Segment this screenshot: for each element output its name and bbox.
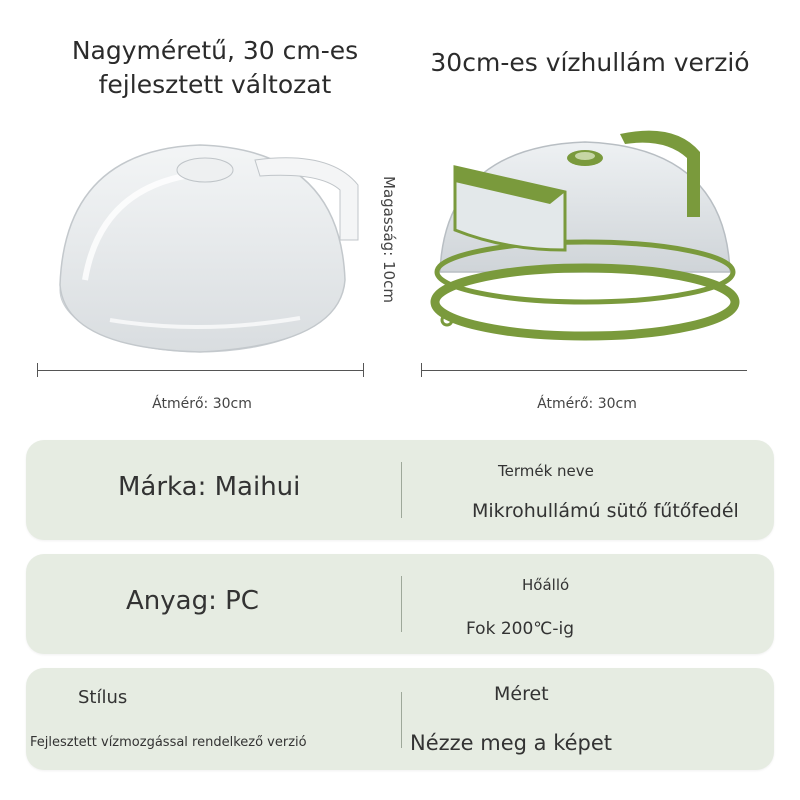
left-diameter-tick-start (37, 363, 38, 377)
style-label: Stílus (78, 687, 128, 708)
spec-card-style (26, 668, 774, 770)
clear-cover-image (40, 130, 370, 360)
size-value: Nézze meg a képet (410, 731, 613, 755)
left-diameter-label: Átmérő: 30cm (152, 396, 252, 412)
spec-divider-1 (401, 462, 402, 518)
material-text: Anyag: PC (126, 586, 259, 616)
green-cover-image (425, 122, 745, 347)
height-label: Magasság: 10cm (380, 176, 398, 303)
right-diameter-tick-start (421, 363, 422, 377)
style-value: Fejlesztett vízmozgással rendelkező verzió (30, 735, 307, 750)
left-product-title (20, 34, 410, 102)
left-diameter-tick-end (363, 363, 364, 377)
heat-label: Hőálló (522, 576, 570, 594)
product-name-value: Mikrohullámú sütő fűtőfedél (472, 500, 739, 522)
brand-text: Márka: Maihui (118, 472, 301, 502)
right-product-title: 30cm-es vízhullám verzió (430, 48, 750, 77)
right-diameter-label: Átmérő: 30cm (537, 396, 637, 412)
spec-divider-2 (401, 576, 402, 632)
heat-value: Fok 200℃-ig (466, 619, 575, 639)
size-label: Méret (494, 683, 549, 705)
product-name-label: Termék neve (498, 462, 594, 480)
left-diameter-line (37, 370, 364, 371)
left-title-line1: Nagyméretű, 30 cm-es (71, 36, 359, 65)
spec-divider-3 (401, 692, 402, 748)
right-diameter-line (421, 370, 747, 371)
left-title-line2: fejlesztett változat (98, 70, 332, 99)
